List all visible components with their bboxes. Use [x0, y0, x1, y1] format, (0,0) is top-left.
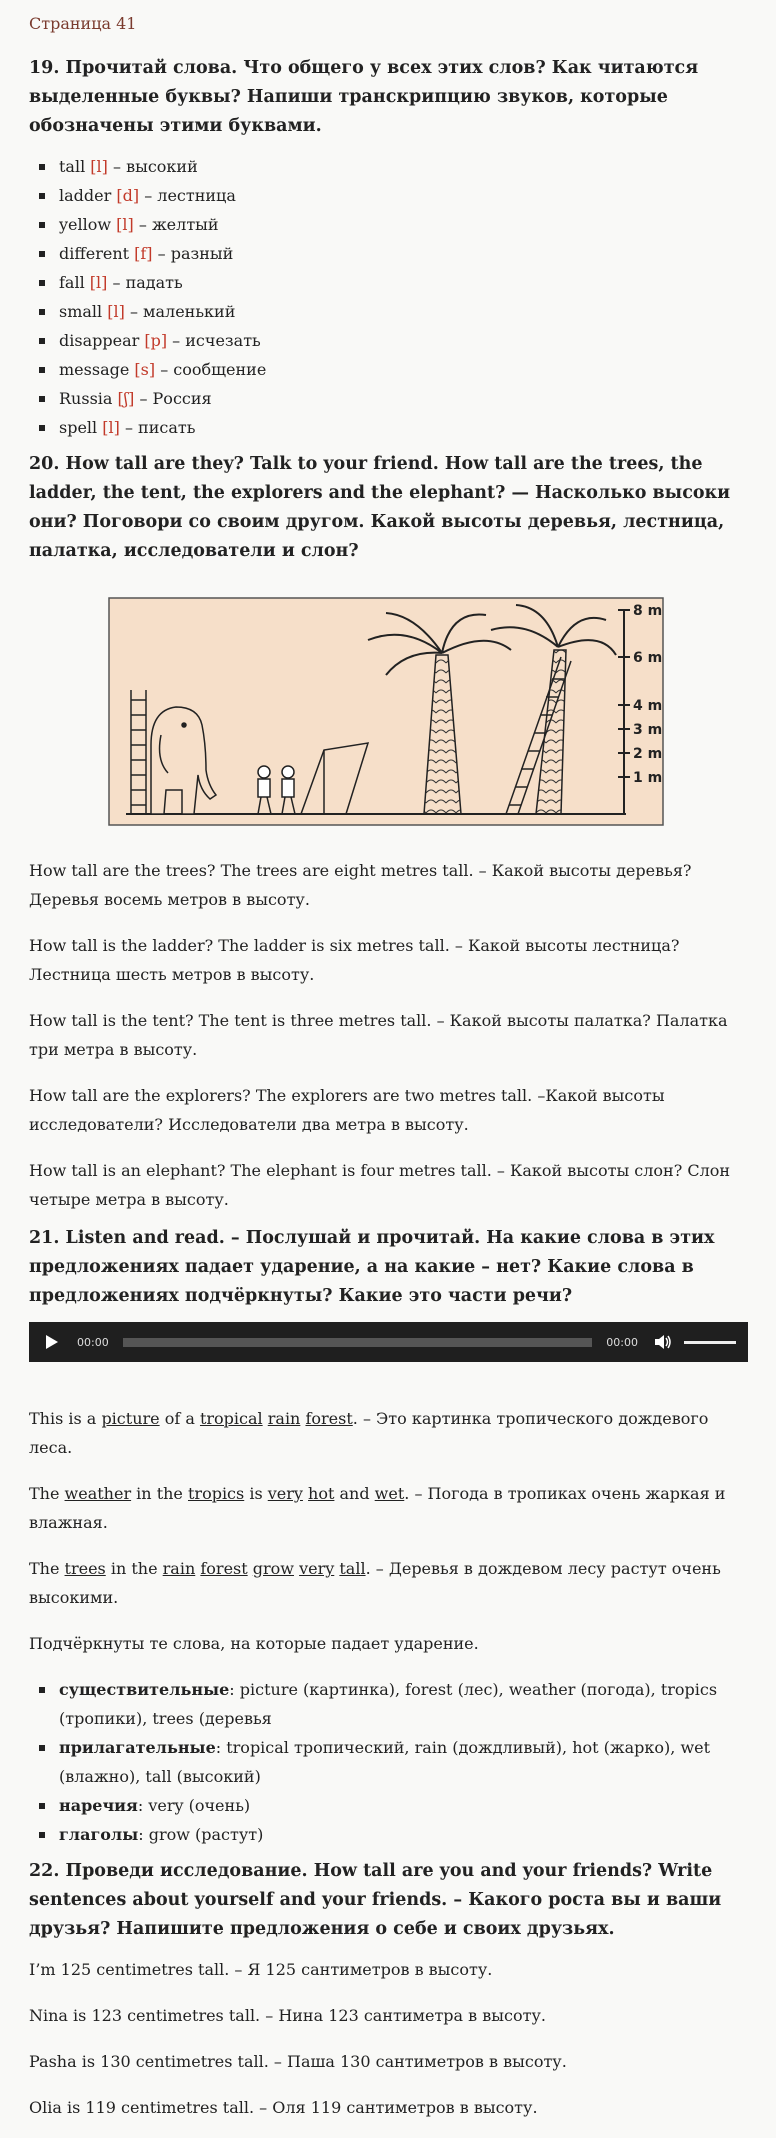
sentence-text: . – Деревья в дождевом лесу растут очень высокими. — [29, 1559, 721, 1607]
word: spell — [59, 418, 98, 437]
word: tall — [59, 157, 86, 176]
stressed-word: tall — [339, 1559, 366, 1578]
word: small — [59, 302, 103, 321]
sound-transcription: [l] — [107, 302, 125, 321]
sound-transcription: [l] — [90, 157, 108, 176]
word: message — [59, 360, 130, 379]
word-translation: – маленький — [129, 302, 236, 321]
play-icon — [45, 1334, 59, 1350]
mute-button[interactable] — [652, 1334, 674, 1350]
volume-slider[interactable] — [684, 1341, 736, 1344]
word-translation: – падать — [112, 273, 183, 292]
parts-of-speech-list — [29, 1675, 748, 1849]
stressed-word: tropical — [199, 1409, 263, 1428]
stressed-word: wet — [374, 1484, 405, 1503]
answer-paragraph: How tall is the ladder? The ladder is six metres tall. – Какой высоты лестница? Лестница шесть метров в высоту. — [29, 936, 680, 984]
word-list-item — [59, 239, 748, 268]
sentence-text: and — [334, 1484, 375, 1503]
part-of-speech-term: прилагательные — [59, 1738, 216, 1757]
part-of-speech-item — [59, 1733, 748, 1791]
exercise-20-heading: 20. How tall are they? Talk to your friend. How tall are the trees, the ladder, the tent, the explorers and the elephant? — Насколько высоки они? Поговори со своим другом. Какой высоты деревья, лестница, палатка, исследователи и слон? — [29, 454, 731, 561]
word-translation: – писать — [124, 418, 196, 437]
word-translation: – желтый — [138, 215, 219, 234]
word-list-item — [59, 384, 748, 413]
word-translation: – лестница — [144, 186, 236, 205]
word-list — [29, 152, 748, 442]
part-of-speech-examples: : grow (растут) — [138, 1825, 264, 1844]
scale-label: 8 m — [633, 603, 663, 619]
sentence-text: . – Это картинка тропического дождевого леса. — [29, 1409, 709, 1457]
scale-label: 2 m — [633, 746, 663, 762]
answer-paragraph: How tall is an elephant? The elephant is four metres tall. – Какой высоты слон? Слон четыре метра в высоту. — [29, 1161, 731, 1209]
stressed-word: forest — [305, 1409, 353, 1428]
sentence — [29, 1554, 748, 1612]
stressed-word: very — [267, 1484, 303, 1503]
page-label: Страница 41 — [29, 14, 137, 33]
answer-paragraph: I’m 125 centimetres tall. – Я 125 сантиметров в высоту. — [29, 1960, 493, 1979]
current-time: 00:00 — [77, 1335, 109, 1349]
scale-label: 3 m — [633, 722, 663, 738]
sentence — [29, 1479, 748, 1537]
sentence-text: . – Погода в тропиках очень жаркая и влажная. — [29, 1484, 726, 1532]
word-list-item — [59, 297, 748, 326]
sentence-text: of a — [159, 1409, 200, 1428]
sound-transcription: [d] — [116, 186, 140, 205]
word-translation: – исчезать — [172, 331, 261, 350]
scale-label: 1 m — [633, 770, 663, 786]
part-of-speech-item — [59, 1675, 748, 1733]
word-translation: – высокий — [113, 157, 198, 176]
answer-paragraph: How tall are the trees? The trees are eight metres tall. – Какой высоты деревья? Деревья восемь метров в высоту. — [29, 861, 692, 909]
sound-transcription: [p] — [144, 331, 168, 350]
audio-player — [29, 1322, 748, 1362]
stressed-word: trees — [64, 1559, 106, 1578]
progress-track[interactable] — [123, 1338, 593, 1347]
word: fall — [59, 273, 85, 292]
stressed-word: grow — [252, 1559, 294, 1578]
stressed-word: tropics — [187, 1484, 245, 1503]
sentence-text: in the — [131, 1484, 188, 1503]
word-translation: – разный — [157, 244, 234, 263]
word-list-item — [59, 181, 748, 210]
exercise-22-heading: 22. Проведи исследование. How tall are you and your friends? Write sentences about yourself and your friends. – Какого роста вы и ваши друзья? Напишите предложения о себе и своих друзьях. — [29, 1861, 722, 1939]
stressed-word: rain — [267, 1409, 301, 1428]
stressed-word: very — [299, 1559, 335, 1578]
word-translation: – Россия — [139, 389, 212, 408]
answer-paragraph: How tall are the explorers? The explorers are two metres tall. –Какой высоты исследователи? Исследователи два метра в высоту. — [29, 1086, 665, 1134]
exercise-19-heading: 19. Прочитай слова. Что общего у всех этих слов? Как читаются выделенные буквы? Напиши транскрипцию звуков, которые обозначены этими буквами. — [29, 58, 699, 136]
stressed-word: forest — [200, 1559, 248, 1578]
word-list-item — [59, 355, 748, 384]
word-translation: – сообщение — [160, 360, 267, 379]
sentence — [29, 1404, 748, 1462]
sound-transcription: [l] — [116, 215, 134, 234]
word: Russia — [59, 389, 113, 408]
part-of-speech-examples: : very (очень) — [137, 1796, 251, 1815]
part-of-speech-term: глаголы — [59, 1825, 139, 1844]
word: different — [59, 244, 130, 263]
answer-paragraph: How tall is the tent? The tent is three metres tall. – Какой высоты палатка? Палатка три метра в высоту. — [29, 1011, 728, 1059]
sentence-text: The — [29, 1559, 65, 1578]
stressed-word: weather — [64, 1484, 132, 1503]
word-list-item — [59, 413, 748, 442]
sound-transcription: [l] — [89, 273, 108, 292]
sentence-text: This is a — [29, 1409, 102, 1428]
stress-note: Подчёркнуты те слова, на которые падает ударение. — [29, 1634, 479, 1653]
duration: 00:00 — [606, 1335, 638, 1349]
scale-label: 6 m — [633, 650, 663, 666]
part-of-speech-item — [59, 1820, 748, 1849]
exercise-21-heading: 21. Listen and read. – Послушай и прочитай. На какие слова в этих предложениях падает ударение, а на какие – нет? Какие слова в предложениях подчёркнуты? Какие это части речи? — [29, 1228, 715, 1306]
part-of-speech-item — [59, 1791, 748, 1820]
stressed-word: picture — [101, 1409, 160, 1428]
word: ladder — [59, 186, 112, 205]
part-of-speech-examples: : picture (картинка), forest (лес), weather (погода), tropics (тропики), trees (деревья — [59, 1680, 718, 1728]
scale-label: 4 m — [633, 698, 663, 714]
sentence-text: in the — [105, 1559, 163, 1578]
word-list-item — [59, 268, 748, 297]
volume-icon — [654, 1334, 672, 1350]
stressed-word: hot — [308, 1484, 335, 1503]
word-list-item — [59, 326, 748, 355]
word: yellow — [59, 215, 112, 234]
sentence-text: The — [29, 1484, 65, 1503]
word-list-item — [59, 210, 748, 239]
sound-transcription: [ʃ] — [117, 389, 135, 408]
sound-transcription: [l] — [102, 418, 120, 437]
answer-paragraph: Nina is 123 centimetres tall. – Нина 123 сантиметра в высоту. — [29, 2006, 546, 2025]
play-button[interactable] — [41, 1334, 63, 1350]
word: disappear — [59, 331, 140, 350]
word-list-item — [59, 152, 748, 181]
part-of-speech-term: наречия — [59, 1796, 138, 1815]
sound-transcription: [f] — [134, 244, 153, 263]
stressed-word: rain — [162, 1559, 196, 1578]
height-comparison-illustration — [106, 595, 666, 828]
sentence-text: is — [244, 1484, 268, 1503]
answer-paragraph: Olia is 119 centimetres tall. – Оля 119 сантиметров в высоту. — [29, 2098, 538, 2117]
part-of-speech-term: существительные — [59, 1680, 230, 1699]
part-of-speech-examples: : tropical тропический, rain (дождливый), hot (жарко), wet (влажно), tall (высокий) — [59, 1738, 711, 1786]
answer-paragraph: Pasha is 130 centimetres tall. – Паша 130 сантиметров в высоту. — [29, 2052, 567, 2071]
sound-transcription: [s] — [134, 360, 156, 379]
